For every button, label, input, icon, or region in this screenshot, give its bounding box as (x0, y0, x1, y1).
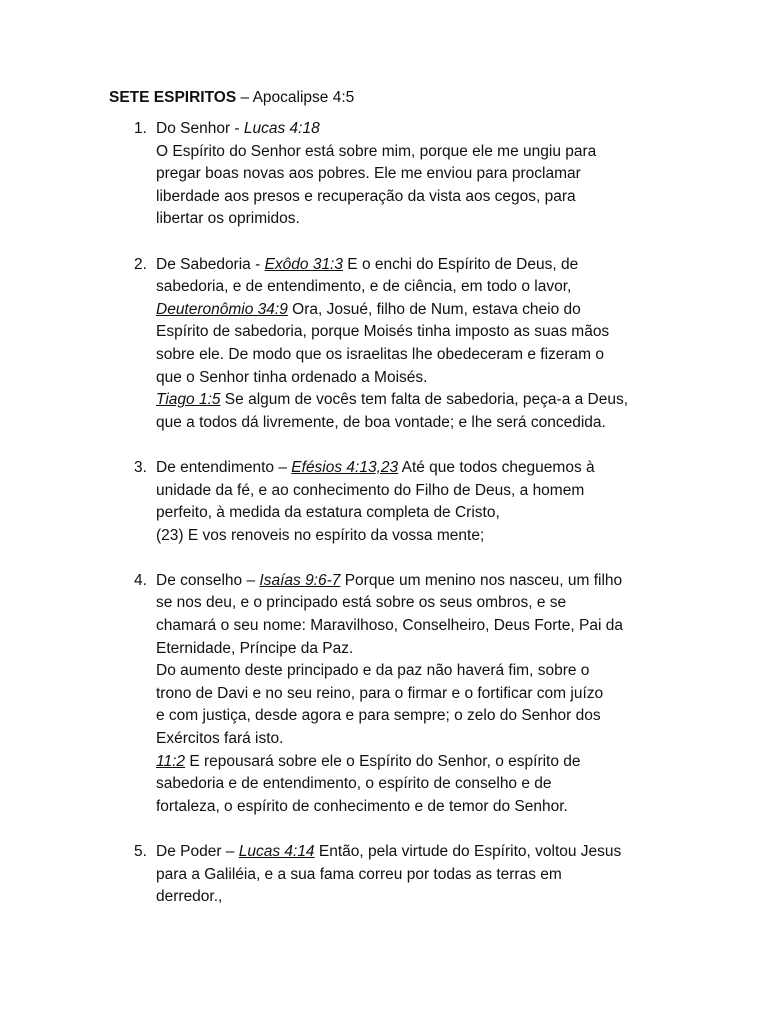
text-line: que a todos dá livremente, de boa vontade; e lhe será concedida. (156, 413, 606, 431)
text-fragment: Se algum de vocês tem falta de sabedoria, peça-a a Deus, (220, 391, 629, 409)
text-fragment: E o enchi do Espírito de Deus, de (343, 255, 579, 273)
bible-reference-link[interactable]: 11:2 (156, 752, 186, 770)
item-heading-line (156, 570, 668, 593)
document-title (109, 87, 354, 109)
text-line: derredor., (156, 888, 223, 906)
text-fragment: Então, pela virtude do Espírito, voltou Jesus (314, 843, 622, 860)
text-line: para a Galiléia, e a sua fama correu por todas as terras em (156, 865, 562, 883)
text-line: sobre ele. De modo que os israelitas lhe obedeceram e fizeram o (156, 345, 605, 363)
title-reference: – Apocalipse 4:5 (236, 89, 355, 106)
text-line: sabedoria e de entendimento, o espírito de conselho e de (156, 775, 552, 793)
item-heading: Do Senhor - (156, 120, 244, 137)
text-line (156, 751, 668, 774)
text-fragment: Até que todos cheguemos à (398, 458, 595, 476)
text-line (156, 299, 668, 322)
bible-reference-link[interactable]: Exôdo 31:3 (264, 255, 343, 273)
item-heading: De entendimento – (156, 458, 292, 476)
bible-reference-link[interactable]: Lucas 4:14 (238, 843, 315, 860)
item-number: 3. (134, 458, 147, 476)
text-fragment: Ora, Josué, filho de Num, estava cheio do (287, 300, 581, 318)
text-line: liberdade aos presos e recuperação da vista aos cegos, para (156, 187, 576, 205)
text-line: fortaleza, o espírito de conhecimento e de temor do Senhor. (156, 797, 568, 815)
text-fragment: Porque um menino nos nasceu, um filho (340, 571, 623, 589)
list-item (0, 118, 768, 231)
text-line: perfeito, à medida da estatura completa de Cristo, (156, 504, 500, 522)
bible-reference-link[interactable]: Efésios 4:13,23 (291, 458, 399, 476)
text-line: pregar boas novas aos pobres. Ele me enviou para proclamar (156, 165, 581, 183)
text-line: chamará o seu nome: Maravilhoso, Conselheiro, Deus Forte, Pai da (156, 617, 623, 635)
text-line: Exércitos fará isto. (156, 730, 284, 748)
list-item (0, 841, 768, 909)
text-line: Eternidade, Príncipe da Paz. (156, 639, 354, 657)
spirits-list (0, 118, 768, 931)
text-line: Espírito de sabedoria, porque Moisés tinha imposto as suas mãos (156, 323, 610, 341)
item-heading-line (156, 841, 668, 864)
text-line: (23) E vos renoveis no espírito da vossa mente; (156, 526, 485, 544)
bible-reference-link[interactable]: Isaías 9:6-7 (259, 571, 341, 589)
list-item (0, 457, 768, 547)
item-number: 1. (134, 120, 147, 137)
list-item (0, 570, 768, 819)
text-line: unidade da fé, e ao conhecimento do Filho de Deus, a homem (156, 481, 585, 499)
text-line: O Espírito do Senhor está sobre mim, porque ele me ungiu para (156, 142, 597, 160)
text-line: trono de Davi e no seu reino, para o firmar e o fortificar com juízo (156, 684, 604, 702)
item-heading-line (156, 457, 668, 480)
item-number: 5. (134, 843, 147, 860)
text-line: sabedoria, e de entendimento, e de ciência, em todo o lavor, (156, 278, 572, 296)
list-item (0, 254, 768, 435)
text-line: se nos deu, e o principado está sobre os seus ombros, e se (156, 594, 567, 612)
item-heading: De Sabedoria - (156, 255, 265, 273)
text-line (156, 389, 668, 412)
text-fragment: E repousará sobre ele o Espírito do Senhor, o espírito de (185, 752, 581, 770)
item-heading-line (156, 118, 668, 141)
item-number: 4. (134, 571, 147, 589)
text-line: Do aumento deste principado e da paz não haverá fim, sobre o (156, 662, 590, 680)
text-line: libertar os oprimidos. (156, 210, 300, 228)
bible-reference-link[interactable]: Tiago 1:5 (156, 391, 221, 409)
item-heading: De Poder – (156, 843, 239, 860)
bible-reference: Lucas 4:18 (243, 120, 320, 137)
text-line: que o Senhor tinha ordenado a Moisés. (156, 368, 428, 386)
title-bold: SETE ESPIRITOS (109, 89, 237, 106)
item-heading: De conselho – (156, 571, 260, 589)
item-number: 2. (134, 255, 147, 273)
text-line: e com justiça, desde agora e para sempre; o zelo do Senhor dos (156, 707, 601, 725)
bible-reference-link[interactable]: Deuteronômio 34:9 (156, 300, 288, 318)
item-heading-line (156, 254, 668, 277)
